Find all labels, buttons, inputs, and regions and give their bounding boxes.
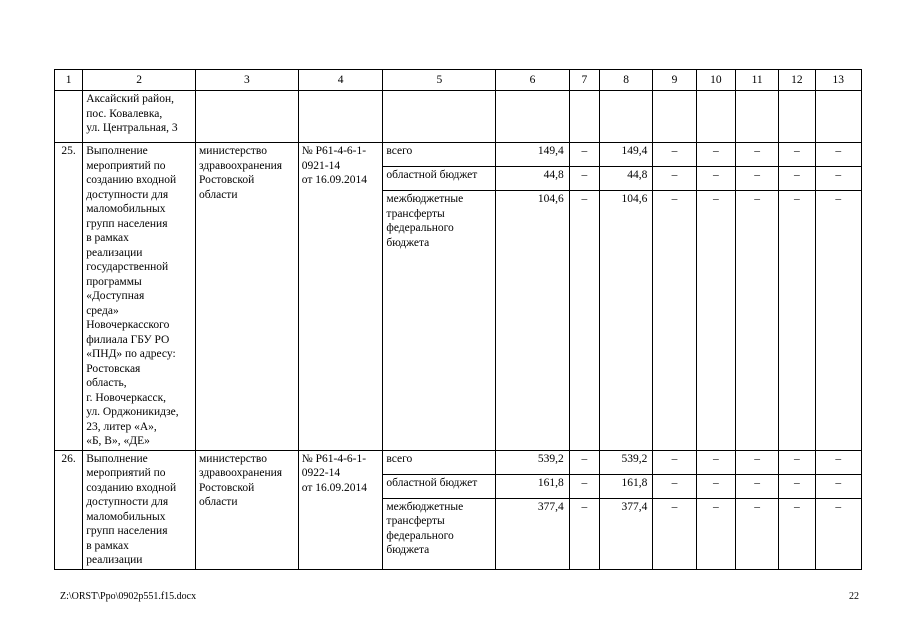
text-line: маломобильных [86,203,166,215]
text-line: созданию входной [86,481,177,494]
text-line: государственной [86,261,169,273]
cell-value: 149,4 [599,143,652,167]
cell-value: – [653,474,696,498]
text-line: групп населения [86,217,168,230]
cell-value: 161,8 [599,474,652,498]
continued-address [83,91,196,143]
text-line: 23, литер «А», [86,420,157,433]
cell-value: – [569,143,599,167]
table-row [55,143,862,167]
cell-value: – [653,143,696,167]
document-ref [298,450,383,569]
col-header: 4 [298,70,383,91]
text-line: Ростовской [199,174,255,186]
cell-value: – [815,474,861,498]
cell-value: – [569,167,599,191]
text-line: область, [86,377,127,389]
col-header: 7 [569,70,599,91]
item-description [83,450,196,569]
text-line: здравоохранения [199,467,283,479]
text-line: межбюджетные [386,193,464,205]
text-line: трансферты [386,515,445,527]
col-header: 3 [196,70,299,91]
text-line: г. Новочеркасск, [86,391,167,404]
item-number: 26. [55,450,83,569]
cell-value: – [696,498,735,569]
cell-value: – [569,191,599,451]
text-line: ул. Орджоникидзе, [86,406,179,418]
cell-value: – [653,191,696,451]
col-header: 10 [696,70,735,91]
col-header: 6 [496,70,570,91]
cell-value: – [815,191,861,451]
cell-empty [815,91,861,143]
text-line: министерство [199,145,267,157]
cell-value: 539,2 [599,450,652,474]
funding-source: всего [383,143,496,167]
cell-value: – [653,450,696,474]
cell-value: – [735,191,778,451]
cell-value: – [815,167,861,191]
text-line: реализации [86,554,143,566]
text-line: Новочеркасского [86,319,170,331]
cell-value: 161,8 [496,474,570,498]
cell-value: – [696,474,735,498]
text-line: 0921-14 [301,159,341,172]
table-row [55,450,862,474]
text-line: от 16.09.2014 [301,174,368,186]
cell-value: – [779,191,815,451]
cell-value: – [779,450,815,474]
text-line: здравоохранения [199,159,283,172]
text-line: маломобильных [86,510,166,523]
cell-value: – [696,143,735,167]
funding-source: всего [383,450,496,474]
text-line: от 16.09.2014 [301,481,368,494]
cell-value: – [735,167,778,191]
text-line: ул. Центральная, 3 [86,122,178,134]
cell-value: – [696,191,735,451]
cell-empty [569,91,599,143]
text-line: среда» [86,304,119,317]
cell-value: – [696,167,735,191]
cell-value: – [779,143,815,167]
cell-empty [599,91,652,143]
responsible-org [196,450,299,569]
col-header: 13 [815,70,861,91]
col-header: 12 [779,70,815,91]
cell-empty [196,91,299,143]
text-line: пос. Ковалевка, [86,107,163,120]
document-ref [298,143,383,451]
cell-value: – [779,498,815,569]
col-header: 11 [735,70,778,91]
text-line: № Р61-4-6-1- [301,145,367,157]
cell-value: – [815,450,861,474]
cell-empty [496,91,570,143]
funding-source: областной бюджет [383,167,496,191]
cell-value: – [815,143,861,167]
column-number-row [55,70,862,91]
text-line: созданию входной [86,174,177,186]
cell-value: 104,6 [599,191,652,451]
col-header: 1 [55,70,83,91]
text-line: «Доступная [86,290,145,302]
text-line: федерального [386,529,454,542]
file-path: Z:\ORST\Ppo\0902p551.f15.docx [60,591,197,602]
cell-value: – [815,498,861,569]
text-line: реализации [86,246,143,259]
text-line: мероприятий по [86,159,166,172]
cell-value: – [569,474,599,498]
text-line: Ростовской [199,481,255,494]
cell-empty [298,91,383,143]
cell-value: 104,6 [496,191,570,451]
cell-value: – [569,450,599,474]
page-number: 22 [849,591,859,602]
cell-empty [779,91,815,143]
cell-empty [735,91,778,143]
funding-source [383,498,496,569]
cell-value: – [779,474,815,498]
text-line: федерального [386,222,454,234]
text-line: Выполнение [86,452,148,465]
cell-value: 44,8 [599,167,652,191]
cell-value: – [653,498,696,569]
cell-value: 44,8 [496,167,570,191]
text-line: групп населения [86,525,168,537]
text-line: программы [86,275,142,288]
cell-value: 377,4 [599,498,652,569]
item-number: 25. [55,143,83,451]
cell-empty [383,91,496,143]
funding-source: областной бюджет [383,474,496,498]
text-line: мероприятий по [86,467,166,479]
text-line: доступности для [86,188,169,201]
text-line: Ростовская [86,362,141,375]
continuation-row [55,91,862,143]
cell-empty [55,91,83,143]
text-line: доступности для [86,496,169,508]
text-line: в рамках [86,232,129,244]
text-line: № Р61-4-6-1- [301,452,367,465]
responsible-org [196,143,299,451]
cell-value: – [696,450,735,474]
col-header: 8 [599,70,652,91]
text-line: «Б, В», «ДЕ» [86,435,150,447]
text-line: бюджета [386,236,430,249]
cell-value: – [735,474,778,498]
item-description [83,143,196,451]
cell-value: – [653,167,696,191]
cell-value: 149,4 [496,143,570,167]
cell-value: – [735,450,778,474]
cell-empty [653,91,696,143]
text-line: межбюджетные [386,500,464,513]
text-line: бюджета [386,544,430,556]
col-header: 5 [383,70,496,91]
text-line: в рамках [86,539,129,552]
cell-value: – [735,143,778,167]
text-line: Аксайский район, [86,93,174,105]
cell-value: – [735,498,778,569]
text-line: Выполнение [86,145,148,157]
text-line: трансферты [386,207,445,220]
cell-empty [696,91,735,143]
col-header: 9 [653,70,696,91]
text-line: министерство [199,452,267,465]
text-line: «ПНД» по адресу: [86,348,176,360]
text-line: области [199,496,238,508]
col-header: 2 [83,70,196,91]
cell-value: – [779,167,815,191]
cell-value: – [569,498,599,569]
text-line: области [199,188,238,201]
budget-table [54,69,862,570]
text-line: 0922-14 [301,467,341,479]
funding-source [383,191,496,451]
text-line: филиала ГБУ РО [86,333,170,346]
cell-value: 377,4 [496,498,570,569]
cell-value: 539,2 [496,450,570,474]
